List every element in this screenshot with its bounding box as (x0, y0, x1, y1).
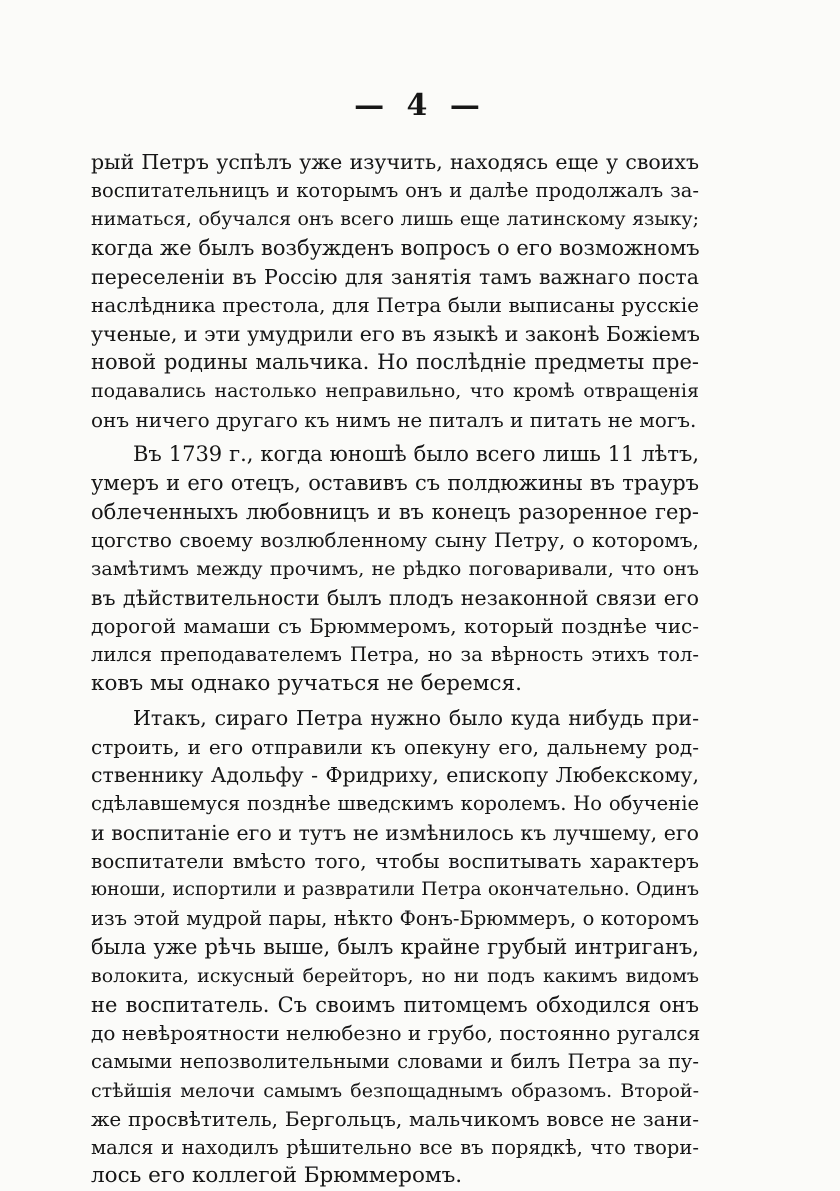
paragraph-first-line: Итакъ, сираго Петра нужно было куда нибудь при- (133, 706, 699, 731)
text-line: строить, и его отправили къ опекуну его, дальнему род- (91, 734, 699, 759)
text-line: же просвѣтитель, Бергольцъ, мальчикомъ вовсе не зани- (91, 1107, 699, 1132)
page-number: — 4 — (354, 88, 486, 123)
text-line: изъ этой мудрой пары, нѣкто Фонъ-Брюммеръ, о которомъ (91, 906, 699, 930)
paragraph-first-line: Въ 1739 г., когда юношѣ было всего лишь 11 лѣтъ, (133, 442, 699, 467)
text-line: и воспитаніе его и тутъ не измѣнилось къ лучшему, его (91, 820, 699, 845)
text-line: онъ ничего другаго къ нимъ не питалъ и питать не могъ. (91, 407, 697, 432)
text-line: была уже рѣчь выше, былъ крайне грубый интриганъ, (91, 935, 699, 960)
text-line: самыми непозволительными словами и билъ Петра за пу- (91, 1049, 699, 1073)
text-line: сдѣлавшемуся позднѣе шведскимъ королемъ. Но обученіе (91, 792, 699, 816)
body-text (91, 148, 699, 1191)
text-line: рый Петръ успѣлъ уже изучить, находясь еще у своихъ (91, 150, 699, 174)
text-line: мался и находилъ рѣшительно все въ порядкѣ, что твори- (91, 1135, 699, 1159)
text-line: дорогой мамаши съ Брюммеромъ, который позднѣе чис- (91, 614, 699, 639)
text-line: воспитатели вмѣсто того, чтобы воспитывать характеръ (91, 849, 699, 874)
text-line: переселеніи въ Россію для занятія тамъ важнаго поста (91, 264, 699, 289)
text-line: подавались настолько неправильно, что кромѣ отвращенія (91, 380, 699, 403)
text-line: ковъ мы однако ручаться не беремся. (91, 670, 522, 696)
text-line: облеченныхъ любовницъ и въ конецъ разоренное гер- (91, 499, 699, 524)
text-line: волокита, искусный берейторъ, но ни подъ какимъ видомъ (91, 964, 699, 987)
text-line: до невѣроятности нелюбезно и грубо, постоянно ругался (91, 1021, 701, 1046)
text-line: лось его коллегой Брюммеромъ. (91, 1163, 463, 1189)
text-line: юноши, испортили и развратили Петра окончательно. Одинъ (91, 879, 699, 901)
text-line: не воспитатель. Съ своимъ питомцемъ обходился онъ (91, 992, 699, 1017)
text-line: ученые, и эти умудрили его въ языкѣ и законѣ Божіемъ (91, 321, 700, 346)
text-line: лился преподавателемъ Петра, но за вѣрность этихъ тол- (91, 642, 699, 666)
text-line: ственнику Адольфу - Фридриху, епископу Любекскому, (91, 763, 699, 788)
text-line: умеръ и его отецъ, оставивъ съ полдюжины въ трауръ (91, 471, 699, 496)
text-line: ниматься, обучался онъ всего лишь еще латинскому языку; (91, 208, 699, 231)
text-line: новой родины мальчика. Но послѣдніе предметы пре- (91, 350, 699, 375)
text-line: цогство своему возлюбленному сыну Петру, о которомъ, (91, 528, 699, 553)
text-line: въ дѣйствительности былъ плодъ незаконной связи его (91, 585, 699, 610)
text-line: воспитательницъ и которымъ онъ и далѣе продолжалъ за- (91, 178, 699, 202)
text-line: стѣйшія мелочи самымъ безпощаднымъ образомъ. Второй- (91, 1079, 699, 1102)
text-line: замѣтимъ между прочимъ, не рѣдко поговаривали, что онъ (91, 557, 699, 580)
text-line: когда же былъ возбужденъ вопросъ о его возможномъ (91, 235, 700, 260)
text-line: наслѣдника престола, для Петра были выписаны русскіе (91, 293, 699, 318)
